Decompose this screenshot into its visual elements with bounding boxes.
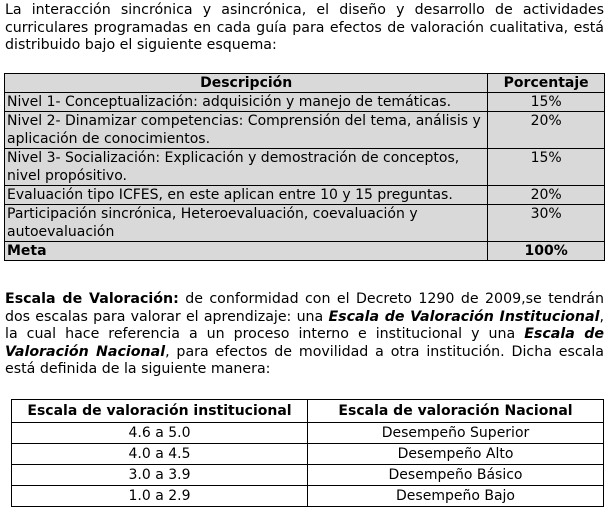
row-description: Nivel 3- Socialización: Explicación y demostración de conceptos, nivel propósitivo. (5, 149, 488, 186)
meta-label: Meta (5, 242, 488, 261)
row-percentage: 20% (488, 186, 605, 205)
table-row (12, 465, 604, 486)
national-level: Desempeño Bajo (308, 486, 604, 507)
column-header-description: Descripción (5, 74, 488, 93)
table-row (5, 112, 605, 149)
column-header-institutional: Escala de valoración institucional (12, 400, 308, 423)
scale-emphasis-institutional: Escala de Valoración Institucional (328, 308, 600, 325)
scale-paragraph (5, 291, 604, 379)
table-row (5, 186, 605, 205)
national-level: Desempeño Básico (308, 465, 604, 486)
table-row (5, 149, 605, 186)
row-percentage: 20% (488, 112, 605, 149)
column-header-percentage: Porcentaje (488, 74, 605, 93)
table-row (12, 444, 604, 465)
row-percentage: 15% (488, 93, 605, 112)
institutional-range: 4.0 a 4.5 (12, 444, 308, 465)
table-header-row (5, 74, 605, 93)
institutional-range: 3.0 a 3.9 (12, 465, 308, 486)
scale-label: Escala de Valoración: (5, 291, 179, 307)
row-description: Nivel 1- Conceptualización: adquisición y manejo de temáticas. (5, 93, 488, 112)
grading-table (4, 73, 605, 261)
national-level: Desempeño Superior (308, 423, 604, 444)
table-header-row (12, 400, 604, 423)
institutional-range: 4.6 a 5.0 (12, 423, 308, 444)
row-description: Evaluación tipo ICFES, en este aplican entre 10 y 15 preguntas. (5, 186, 488, 205)
intro-paragraph: La interacción sincrónica y asincrónica, el diseño y desarrollo de actividades curriculares programadas en cada guía para efectos de valoración cualitativa, está distribuido bajo el siguiente esquema: (5, 2, 604, 53)
scale-text-part2: , la cual hace referencia a un proceso interno e institucional y una (5, 308, 604, 342)
table-row (12, 486, 604, 507)
scale-emphasis-national: Escala de Valoración Nacional (5, 326, 605, 360)
institutional-range: 1.0 a 2.9 (12, 486, 308, 507)
table-footer-row (5, 242, 605, 261)
scale-table (11, 399, 604, 507)
scale-text-part1: de conformidad con el Decreto 1290 de 2009,se tendrán dos escalas para valorar el aprendizaje: una (5, 291, 604, 325)
column-header-national: Escala de valoración Nacional (308, 400, 604, 423)
table-row (5, 205, 605, 242)
scale-text-part3: , para efectos de movilidad a otra institución. Dicha escala está definida de la siguiente manera: (5, 343, 605, 377)
row-percentage: 30% (488, 205, 605, 242)
row-percentage: 15% (488, 149, 605, 186)
row-description: Nivel 2- Dinamizar competencias: Comprensión del tema, análisis y aplicación de conocimientos. (5, 112, 488, 149)
table-row (12, 423, 604, 444)
row-description: Participación sincrónica, Heteroevaluación, coevaluación y autoevaluación (5, 205, 488, 242)
meta-total: 100% (488, 242, 605, 261)
table-row (5, 93, 605, 112)
national-level: Desempeño Alto (308, 444, 604, 465)
